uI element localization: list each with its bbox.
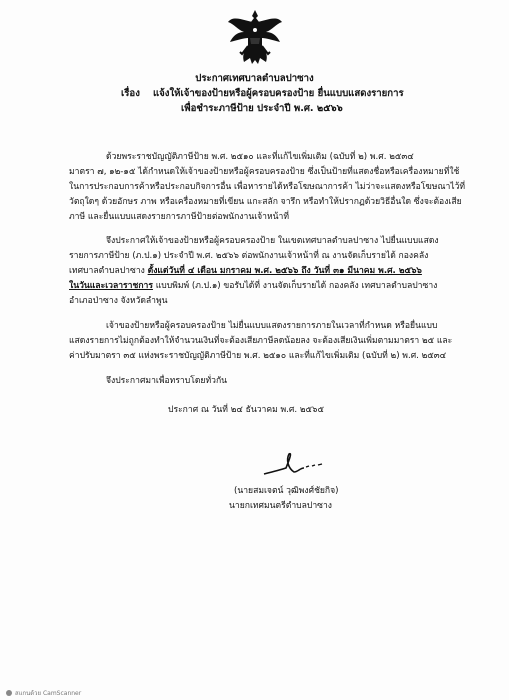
body-line: จึงประกาศให้เจ้าของป้ายหรือผู้ครอบครองป้าย ในเขตเทศบาลตำบลปาซาง ไปยื่นแบบแสดง	[106, 236, 439, 246]
subject-label: เรื่อง	[121, 88, 140, 99]
body-line: ค่าปรับมาตรา ๓๕ แห่งพระราชบัญญัติภาษีป้าย พ.ศ. ๒๕๑๐ และที่แก้ไขเพิ่มเติม (ฉบับที่ ๒) พ.ศ. ๒๕๓๔	[69, 351, 447, 361]
camscanner-logo-icon	[6, 690, 12, 696]
garuda-emblem	[226, 8, 284, 68]
office-hours-note: ในวันและเวลาราชการ	[69, 281, 153, 291]
signatory-position: นายกเทศมนตรีตำบลปาซาง	[229, 501, 332, 511]
body-line	[69, 266, 422, 277]
subject-line-1: แจ้งให้เจ้าของป้ายหรือผู้ครอบครองป้าย ยื่นแบบแสดงรายการ	[153, 88, 404, 99]
body-line: วัตถุใดๆ ด้วยอักษร ภาพ หรือเครื่องหมายที่เขียน แกะสลัก จารึก หรือทำให้ปรากฏด้วยวิธีอื่นใด ซึ่งจะต้องเสีย	[69, 197, 462, 207]
subject-line-2: เพื่อชำระภาษีป้าย ประจำปี พ.ศ. ๒๕๖๖	[181, 103, 343, 114]
body-line: รายการภาษีป้าย (ภ.ป.๑) ประจำปี พ.ศ. ๒๕๖๖ ต่อพนักงานเจ้าหน้าที่ ณ งานจัดเก็บรายได้ กองคลัง	[69, 251, 429, 261]
body-line: ด้วยพระราชบัญญัติภาษีป้าย พ.ศ. ๒๕๑๐ และที่แก้ไขเพิ่มเติม (ฉบับที่ ๒) พ.ศ. ๒๕๓๔	[106, 152, 414, 162]
signatory-name: (นายสมเจตน์ วุฒิพงศ์ชัยกิจ)	[234, 486, 339, 496]
handwritten-signature	[262, 448, 332, 482]
announcement-date: ประกาศ ณ วันที่ ๒๔ ธันวาคม พ.ศ. ๒๕๖๕	[168, 405, 324, 415]
body-line: เจ้าของป้ายหรือผู้ครอบครองป้าย ไม่ยื่นแบบแสดงรายการภายในเวลาที่กำหนด หรือยื่นแบบ	[106, 321, 438, 331]
closing-statement: จึงประกาศมาเพื่อทราบโดยทั่วกัน	[106, 376, 228, 386]
municipality-name: เทศบาลตำบลปาซาง	[69, 266, 145, 276]
scanner-watermark-text: สแกนด้วย CamScanner	[15, 690, 82, 697]
body-line: อำเภอป่าซาง จังหวัดลำพูน	[69, 296, 168, 306]
body-line: มาตรา ๗, ๑๒-๑๕ ได้กำหนดให้เจ้าของป้ายหรือผู้ครอบครองป้าย ซึ่งเป็นป้ายที่แสดงชื่อหรือเครื่องหมายที่ใช้	[69, 167, 460, 177]
body-line: ในการประกอบการค้าหรือประกอบกิจการอื่น เพื่อหารายได้หรือโฆษณาการค้า ไม่ว่าจะแสดงหรือโฆษณาไว้ที่	[69, 182, 466, 192]
announcement-title: ประกาศเทศบาลตำบลปาซาง	[195, 73, 314, 84]
filing-period-dates: ตั้งแต่วันที่ ๔ เดือน มกราคม พ.ศ. ๒๕๖๖ ถึง วันที่ ๓๑ มีนาคม พ.ศ. ๒๕๖๖	[147, 266, 422, 276]
body-line: แสดงรายการไม่ถูกต้องทำให้จำนวนเงินที่จะต้องเสียภาษีลดน้อยลง จะต้องเสียเงินเพิ่มตามมาตรา ๒๕ และ	[69, 336, 453, 346]
scanner-watermark	[6, 688, 81, 698]
body-line	[69, 281, 437, 292]
body-line: ภาษี และยื่นแบบแสดงรายการภาษีป้ายต่อพนักงานเจ้าหน้าที่	[69, 212, 290, 222]
form-pickup-info: แบบพิมพ์ (ภ.ป.๑) ขอรับได้ที่ งานจัดเก็บรายได้ กองคลัง เทศบาลตำบลปาซาง	[155, 281, 438, 291]
